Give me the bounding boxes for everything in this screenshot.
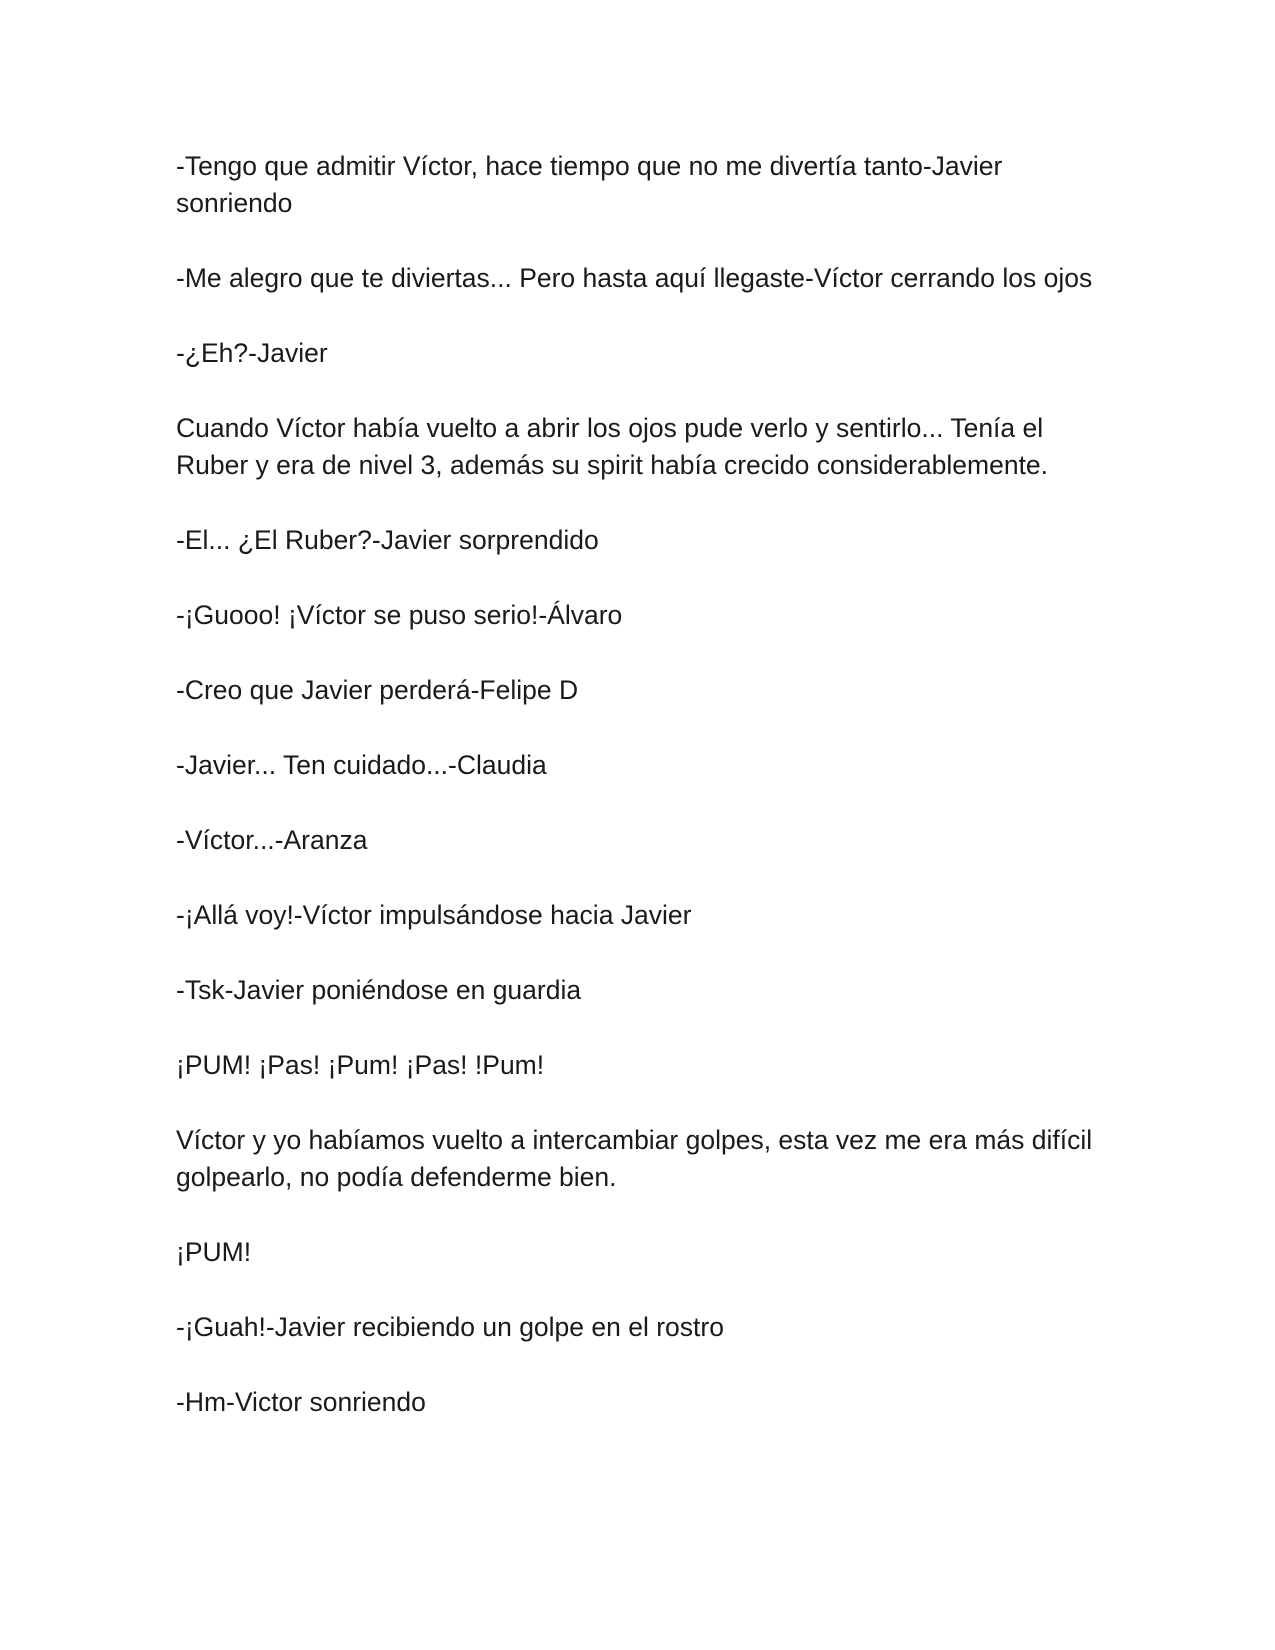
paragraph: ¡PUM! ¡Pas! ¡Pum! ¡Pas! !Pum! xyxy=(176,1050,545,1080)
paragraph: -Me alegro que te diviertas... Pero hasta aquí llegaste-Víctor cerrando los ojos xyxy=(176,263,1093,293)
paragraph: ¡PUM! xyxy=(176,1237,252,1267)
paragraph: -Javier... Ten cuidado...-Claudia xyxy=(176,750,547,780)
paragraph: -Creo que Javier perderá-Felipe D xyxy=(176,675,579,705)
paragraph: -Tengo que admitir Víctor, hace tiempo que no me divertía tanto-Javier sonriendo xyxy=(176,151,1003,218)
paragraph: -Víctor...-Aranza xyxy=(176,825,368,855)
paragraph: Víctor y yo habíamos vuelto a intercambiar golpes, esta vez me era más difícil golpearlo, no podía defenderme bien. xyxy=(176,1125,1093,1192)
paragraph: -Tsk-Javier poniéndose en guardia xyxy=(176,975,582,1005)
paragraph: -¡Guah!-Javier recibiendo un golpe en el rostro xyxy=(176,1312,724,1342)
paragraph: -Hm-Victor sonriendo xyxy=(176,1387,426,1417)
paragraph: -¿Eh?-Javier xyxy=(176,338,328,368)
paragraph: -¡Guooo! ¡Víctor se puso serio!-Álvaro xyxy=(176,600,623,630)
document-body xyxy=(176,148,1096,1459)
paragraph: -¡Allá voy!-Víctor impulsándose hacia Javier xyxy=(176,900,692,930)
paragraph: Cuando Víctor había vuelto a abrir los ojos pude verlo y sentirlo... Tenía el Ruber y era de nivel 3, además su spirit había crecido considerablemente. xyxy=(176,413,1049,480)
paragraph: -El... ¿El Ruber?-Javier sorprendido xyxy=(176,525,599,555)
